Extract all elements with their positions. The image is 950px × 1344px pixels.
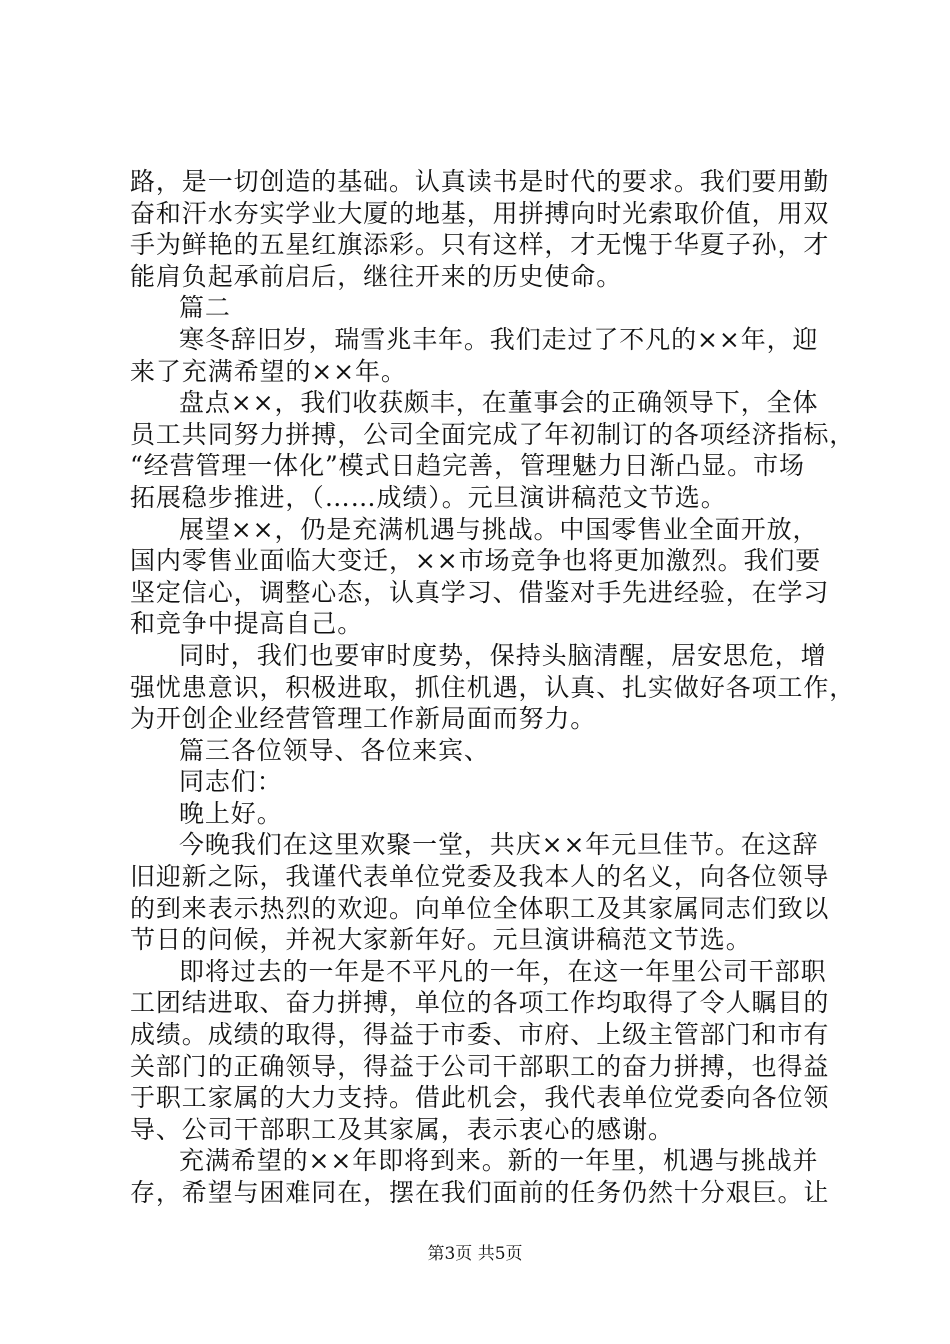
text-line: 成绩。成绩的取得，得益于市委、市府、上级主管部门和市有 [130, 1020, 830, 1050]
text-line: 路，是一切创造的基础。认真读书是时代的要求。我们要用勤 [130, 167, 830, 196]
text-line: 工团结进取、奋力拼搏，单位的各项工作均取得了令人瞩目的 [130, 988, 830, 1018]
text-line: 拓展稳步推进，（……成绩）。元旦演讲稿范文节选。 [130, 482, 727, 512]
text-line: 同志们： [179, 767, 283, 797]
text-line: “经营管理一体化”模式日趋完善，管理魅力日渐凸显。市场 [130, 451, 805, 481]
text-line: 盘点××，我们收获颇丰，在董事会的正确领导下，全体 [179, 388, 819, 418]
text-line: 和竞争中提高自己。 [130, 609, 364, 639]
text-line: 晚上好。 [179, 798, 283, 828]
text-line: 节日的问候，并祝大家新年好。元旦演讲稿范文节选。 [130, 925, 752, 955]
text-line: 强忧患意识，积极进取，抓住机遇，认真、扎实做好各项工作， [130, 672, 856, 702]
text-line: 展望××，仍是充满机遇与挑战。中国零售业全面开放， [179, 514, 819, 544]
text-line: 于职工家属的大力支持。借此机会，我代表单位党委向各位领 [130, 1083, 830, 1113]
text-line: 存，希望与困难同在，摆在我们面前的任务仍然十分艰巨。让 [130, 1178, 830, 1207]
text-line: 关部门的正确领导，得益于公司干部职工的奋力拼搏，也得益 [130, 1051, 830, 1081]
text-line: 能肩负起承前启后，继往开来的历史使命。 [130, 261, 623, 291]
section-heading-part-two: 篇二 [179, 293, 231, 323]
text-line: 员工共同努力拼搏，公司全面完成了年初制订的各项经济指标， [130, 419, 856, 449]
text-line: 今晚我们在这里欢聚一堂，共庆××年元旦佳节。在这辞 [179, 830, 819, 860]
text-line: 充满希望的××年即将到来。新的一年里，机遇与挑战并 [179, 1146, 819, 1176]
section-heading-part-three: 篇三各位领导、各位来宾、 [179, 735, 490, 765]
text-line: 导、公司干部职工及其家属，表示衷心的感谢。 [130, 1114, 674, 1144]
text-line: 的到来表示热烈的欢迎。向单位全体职工及其家属同志们致以 [130, 893, 830, 923]
text-line: 手为鲜艳的五星红旗添彩。只有这样，才无愧于华夏子孙，才 [130, 230, 830, 260]
text-line: 来了充满希望的××年。 [130, 356, 407, 386]
text-line: 坚定信心，调整心态，认真学习、借鉴对手先进经验，在学习 [130, 577, 830, 607]
text-line: 为开创企业经营管理工作新局面而努力。 [130, 704, 597, 734]
text-line: 旧迎新之际，我谨代表单位党委及我本人的名义，向各位领导 [130, 862, 830, 892]
document-body [130, 166, 856, 1209]
text-line: 同时，我们也要审时度势，保持头脑清醒，居安思危，增 [179, 640, 827, 670]
text-line: 国内零售业面临大变迁，××市场竞争也将更加激烈。我们要 [130, 546, 822, 576]
text-line: 寒冬辞旧岁，瑞雪兆丰年。我们走过了不凡的××年，迎 [179, 324, 819, 354]
text-line: 即将过去的一年是不平凡的一年，在这一年里公司干部职 [179, 956, 827, 986]
page-number-footer: 第3页 共5页 [427, 1244, 523, 1264]
text-line: 奋和汗水夯实学业大厦的地基，用拼搏向时光索取价值，用双 [130, 198, 830, 228]
